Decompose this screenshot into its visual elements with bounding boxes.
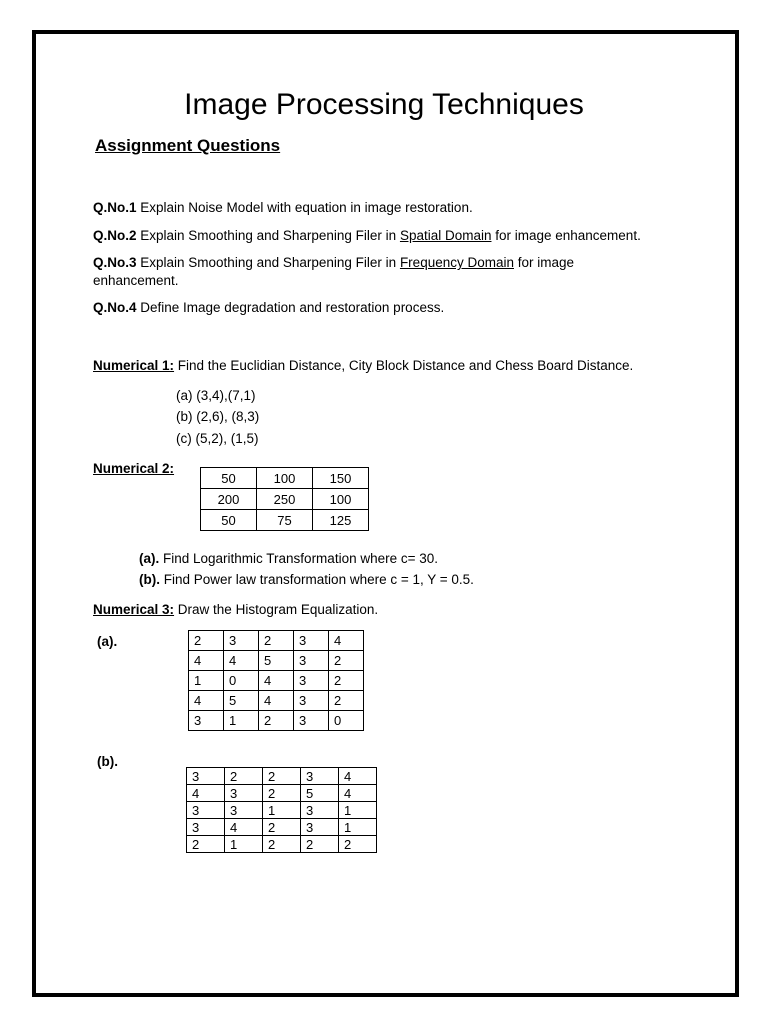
part-label: (a). [139, 551, 160, 566]
table-row [187, 836, 377, 853]
table-cell: 3 [187, 802, 225, 819]
table-cell: 4 [329, 631, 364, 651]
table-cell: 4 [224, 651, 259, 671]
numerical-2-label [93, 461, 174, 476]
histogram-table-b [186, 767, 377, 853]
table-cell: 1 [339, 802, 377, 819]
table-cell: 250 [257, 489, 313, 510]
table-cell: 3 [187, 768, 225, 785]
question-4 [93, 300, 444, 315]
table-cell: 2 [189, 631, 224, 651]
table-cell: 2 [263, 819, 301, 836]
table-cell: 4 [189, 651, 224, 671]
table-cell: 5 [224, 691, 259, 711]
table-row [189, 691, 364, 711]
table-cell: 3 [294, 651, 329, 671]
question-1 [93, 200, 473, 215]
table-cell: 2 [259, 631, 294, 651]
table-cell: 3 [225, 802, 263, 819]
table-cell: 100 [313, 489, 369, 510]
numerical-1-item-b: (b) (2,6), (8,3) [176, 409, 260, 424]
table-cell: 1 [189, 671, 224, 691]
table-cell: 4 [259, 691, 294, 711]
table-cell: 0 [224, 671, 259, 691]
question-label: Q.No.2 [93, 228, 137, 243]
table-cell: 2 [339, 836, 377, 853]
table-cell: 4 [339, 785, 377, 802]
table-cell: 2 [329, 651, 364, 671]
table-row [187, 802, 377, 819]
table-cell: 2 [263, 785, 301, 802]
table-cell: 100 [257, 468, 313, 489]
table-cell: 5 [259, 651, 294, 671]
question-label: Q.No.3 [93, 255, 137, 270]
question-text: Define Image degradation and restoration process. [136, 300, 445, 315]
page-title: Image Processing Techniques [184, 88, 584, 121]
part-a-label: (a). [97, 634, 118, 649]
table-row [189, 651, 364, 671]
table-cell: 1 [224, 711, 259, 731]
table-cell: 3 [301, 819, 339, 836]
numerical-1-item-a: (a) (3,4),(7,1) [176, 388, 256, 403]
numerical-text: Find the Euclidian Distance, City Block Distance and Chess Board Distance. [174, 358, 634, 373]
table-row [201, 510, 369, 531]
numerical-label: Numerical 3: [93, 602, 175, 617]
table-cell: 1 [263, 802, 301, 819]
numerical-label: Numerical 1: [93, 358, 175, 373]
table-cell: 200 [201, 489, 257, 510]
table-row [189, 671, 364, 691]
table-cell: 3 [294, 711, 329, 731]
table-cell: 2 [329, 691, 364, 711]
question-text: for image [514, 255, 575, 270]
table-cell: 4 [187, 785, 225, 802]
table-cell: 2 [225, 768, 263, 785]
table-row [201, 489, 369, 510]
table-cell: 75 [257, 510, 313, 531]
table-cell: 4 [189, 691, 224, 711]
question-label: Q.No.4 [93, 300, 137, 315]
table-cell: 3 [294, 671, 329, 691]
question-3-continued: enhancement. [93, 273, 179, 288]
question-text: Explain Smoothing and Sharpening Filer in [136, 228, 400, 243]
question-text: Explain Noise Model with equation in image restoration. [136, 200, 473, 215]
table-row [187, 785, 377, 802]
table-cell: 3 [301, 802, 339, 819]
table-row [187, 819, 377, 836]
table-row [201, 468, 369, 489]
numerical-text: Draw the Histogram Equalization. [174, 602, 379, 617]
table-cell: 4 [259, 671, 294, 691]
numerical-2-part-a [139, 551, 438, 566]
table-row [187, 768, 377, 785]
question-label: Q.No.1 [93, 200, 137, 215]
table-cell: 4 [339, 768, 377, 785]
table-cell: 2 [263, 836, 301, 853]
numerical-1-item-c: (c) (5,2), (1,5) [176, 431, 259, 446]
table-cell: 1 [225, 836, 263, 853]
table-cell: 3 [187, 819, 225, 836]
frequency-domain-term: Frequency Domain [399, 255, 514, 270]
histogram-table-a [188, 630, 364, 731]
page-border [32, 30, 739, 997]
table-cell: 2 [187, 836, 225, 853]
part-text: Find Logarithmic Transformation where c= 30. [159, 551, 439, 566]
table-cell: 3 [294, 631, 329, 651]
numerical-2-table [200, 467, 369, 531]
table-cell: 50 [201, 468, 257, 489]
table-cell: 125 [313, 510, 369, 531]
numerical-3 [93, 602, 378, 617]
table-cell: 150 [313, 468, 369, 489]
table-cell: 2 [301, 836, 339, 853]
table-cell: 50 [201, 510, 257, 531]
table-cell: 2 [259, 711, 294, 731]
table-cell: 1 [339, 819, 377, 836]
table-row [189, 631, 364, 651]
numerical-2-part-b [139, 572, 474, 587]
part-text: Find Power law transformation where c = 1, Y = 0.5. [160, 572, 474, 587]
numerical-1 [93, 358, 633, 373]
table-cell: 5 [301, 785, 339, 802]
question-3 [93, 255, 574, 270]
table-cell: 2 [329, 671, 364, 691]
table-row [189, 711, 364, 731]
question-text: for image enhancement. [491, 228, 641, 243]
table-cell: 3 [189, 711, 224, 731]
assignment-subtitle: Assignment Questions [95, 136, 281, 155]
part-b-label: (b). [97, 754, 118, 769]
table-cell: 3 [224, 631, 259, 651]
table-cell: 0 [329, 711, 364, 731]
question-2 [93, 228, 641, 243]
table-cell: 3 [301, 768, 339, 785]
part-label: (b). [139, 572, 160, 587]
question-text: Explain Smoothing and Sharpening Filer in [136, 255, 400, 270]
table-cell: 3 [225, 785, 263, 802]
table-cell: 3 [294, 691, 329, 711]
table-cell: 4 [225, 819, 263, 836]
spatial-domain-term: Spatial Domain [399, 228, 492, 243]
numerical-label: Numerical 2: [93, 461, 175, 476]
table-cell: 2 [263, 768, 301, 785]
